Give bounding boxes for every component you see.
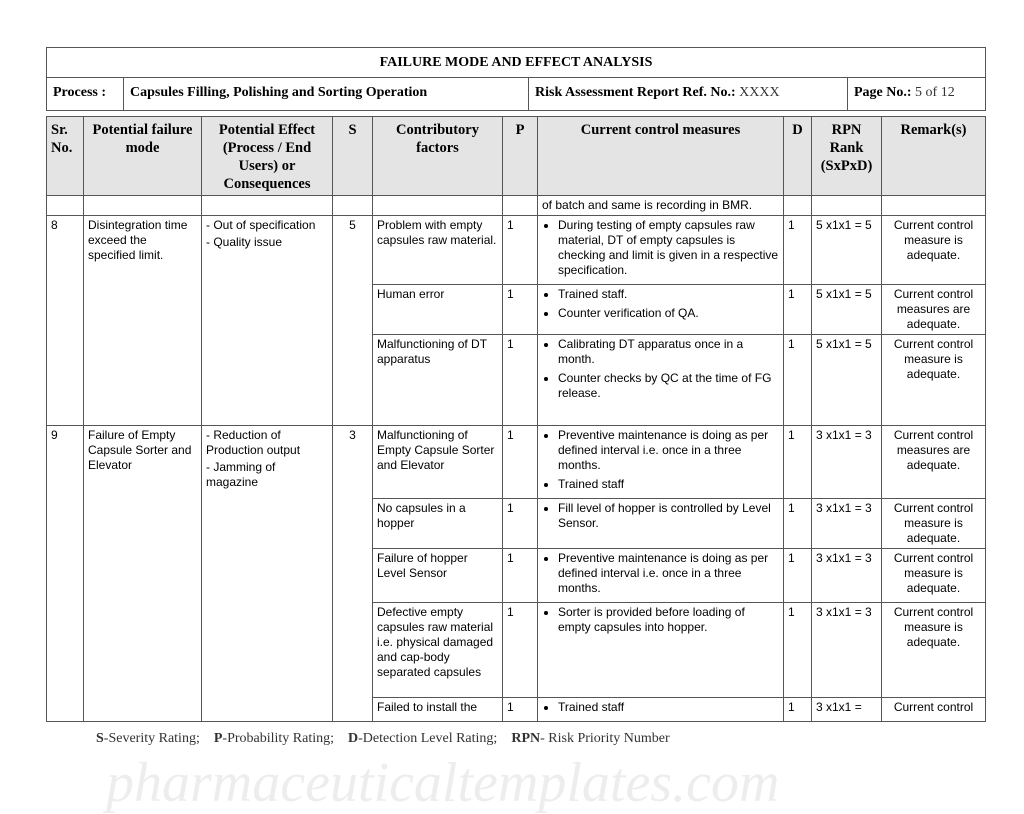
measure-item: • During testing of empty capsules raw material, DT of empty capsules is checking and limit is given in a respective specification. [558, 218, 779, 278]
contributory-factor: Human error [373, 285, 503, 335]
column-header-probability: P [503, 117, 538, 196]
probability: 1 [503, 603, 538, 698]
probability: 1 [503, 285, 538, 335]
page-number: Page No.: 5 of 12 [854, 85, 955, 100]
measure-item: • Fill level of hopper is controlled by Level Sensor. [558, 501, 779, 531]
legend-item [214, 731, 334, 746]
remark: Current control measure is adequate. [882, 499, 986, 549]
control-measures [538, 285, 784, 335]
remark: Current control measure is adequate. [882, 216, 986, 285]
rpn-rank: 3 x1x1 = 3 [812, 603, 882, 698]
detection: 1 [784, 285, 812, 335]
control-measures [538, 216, 784, 285]
legend-text: -Severity Rating; [103, 731, 200, 746]
document-title: FAILURE MODE AND EFFECT ANALYSIS [47, 48, 985, 78]
remark: Current control [882, 698, 986, 722]
probability: 1 [503, 335, 538, 426]
document-body [46, 116, 985, 814]
legend-text: -Detection Level Rating; [358, 731, 498, 746]
empty-cell [503, 196, 538, 216]
column-header-control-measures: Current control measures [538, 117, 784, 196]
column-header-sr-no: Sr. No. [47, 117, 84, 196]
probability: 1 [503, 499, 538, 549]
column-header-potential-effect: Potential Effect (Process / End Users) or Consequences [202, 117, 333, 196]
effect-item: - Quality issue [206, 235, 283, 249]
legend-key: D [348, 731, 359, 746]
rpn-rank: 3 x1x1 = [812, 698, 882, 722]
remark: Current control measures are adequate. [882, 426, 986, 499]
measure-item: • Trained staff. [558, 287, 779, 302]
remark: Current control measure is adequate. [882, 603, 986, 698]
detection: 1 [784, 426, 812, 499]
control-measures [538, 603, 784, 698]
column-header-detection: D [784, 117, 812, 196]
column-header-remarks: Remark(s) [882, 117, 986, 196]
probability: 1 [503, 549, 538, 603]
contributory-factor: Failed to install the [373, 698, 503, 722]
legend-text: - Risk Priority Number [540, 731, 670, 746]
column-header-rpn-rank: RPN Rank (SxPxD) [812, 117, 882, 196]
report-ref: Risk Assessment Report Ref. No.: XXXX [529, 78, 848, 110]
probability: 1 [503, 216, 538, 285]
rpn-rank: 3 x1x1 = 3 [812, 426, 882, 499]
control-measures [538, 549, 784, 603]
effect-item: - Reduction of Production output [206, 428, 301, 457]
empty-cell [812, 196, 882, 216]
detection: 1 [784, 335, 812, 426]
control-measures [538, 698, 784, 722]
empty-cell [882, 196, 986, 216]
empty-cell [202, 196, 333, 216]
legend-key: S [96, 731, 104, 746]
probability: 1 [503, 698, 538, 722]
contributory-factor: Problem with empty capsules raw material. [373, 216, 503, 285]
empty-cell [373, 196, 503, 216]
control-measures [538, 426, 784, 499]
remark: Current control measure is adequate. [882, 335, 986, 426]
fmea-table [46, 116, 986, 722]
continuation-text: of batch and same is recording in BMR. [538, 196, 784, 216]
remark: Current control measure is adequate. [882, 549, 986, 603]
detection: 1 [784, 216, 812, 285]
measure-item: • Trained staff [558, 477, 779, 492]
legend-key: RPN [511, 731, 541, 746]
severity: 3 [333, 426, 373, 722]
legend-key: P [213, 731, 223, 746]
empty-cell [333, 196, 373, 216]
contributory-factor: Malfunctioning of Empty Capsule Sorter and Elevator [373, 426, 503, 499]
sr-no: 8 [47, 216, 84, 426]
detection: 1 [784, 698, 812, 722]
measure-item: • Calibrating DT apparatus once in a month. [558, 337, 779, 367]
process-label: Process : [47, 78, 124, 110]
legend-item [96, 731, 200, 746]
potential-effect [202, 426, 333, 722]
rpn-rank: 5 x1x1 = 5 [812, 216, 882, 285]
continuation-row [47, 196, 986, 216]
table-row [47, 426, 986, 499]
empty-cell [47, 196, 84, 216]
contributory-factor: Malfunctioning of DT apparatus [373, 335, 503, 426]
rpn-rank: 3 x1x1 = 3 [812, 549, 882, 603]
effect-item: - Out of specification [206, 218, 316, 232]
detection: 1 [784, 549, 812, 603]
rpn-rank: 5 x1x1 = 5 [812, 335, 882, 426]
detection: 1 [784, 603, 812, 698]
rpn-rank: 3 x1x1 = 3 [812, 499, 882, 549]
legend-footer [96, 730, 985, 748]
process-value: Capsules Filling, Polishing and Sorting Operation [124, 78, 529, 110]
column-header-contributory-factors: Contributory factors [373, 117, 503, 196]
measure-item: • Preventive maintenance is doing as per defined interval i.e. once in a three months. [558, 551, 779, 596]
contributory-factor: Failure of hopper Level Sensor [373, 549, 503, 603]
table-row [47, 216, 986, 285]
empty-cell [84, 196, 202, 216]
failure-mode: Failure of Empty Capsule Sorter and Elevator [84, 426, 202, 722]
contributory-factor: No capsules in a hopper [373, 499, 503, 549]
effect-item: - Jamming of magazine [206, 460, 276, 489]
sr-no: 9 [47, 426, 84, 722]
measure-item: • Sorter is provided before loading of empty capsules into hopper. [558, 605, 779, 635]
rpn-rank: 5 x1x1 = 5 [812, 285, 882, 335]
failure-mode: Disintegration time exceed the specified limit. [84, 216, 202, 426]
measure-item: • Counter verification of QA. [558, 306, 779, 321]
remark: Current control measures are adequate. [882, 285, 986, 335]
potential-effect [202, 216, 333, 426]
detection: 1 [784, 499, 812, 549]
legend-item [348, 731, 497, 746]
probability: 1 [503, 426, 538, 499]
legend-text: -Probability Rating; [222, 731, 335, 746]
empty-cell [784, 196, 812, 216]
control-measures [538, 499, 784, 549]
legend-item [511, 731, 669, 746]
measure-item: • Counter checks by QC at the time of FG release. [558, 371, 779, 401]
measure-item: • Preventive maintenance is doing as per defined interval i.e. once in a three months. [558, 428, 779, 473]
measure-item: • Trained staff [558, 700, 779, 715]
column-header-failure-mode: Potential failure mode [84, 117, 202, 196]
severity: 5 [333, 216, 373, 426]
control-measures [538, 335, 784, 426]
watermark: pharmaceuticaltemplates.com [106, 752, 780, 814]
column-header-severity: S [333, 117, 373, 196]
document-header [46, 47, 986, 111]
contributory-factor: Defective empty capsules raw material i.e. physical damaged and cap-body separated capsules [373, 603, 503, 698]
